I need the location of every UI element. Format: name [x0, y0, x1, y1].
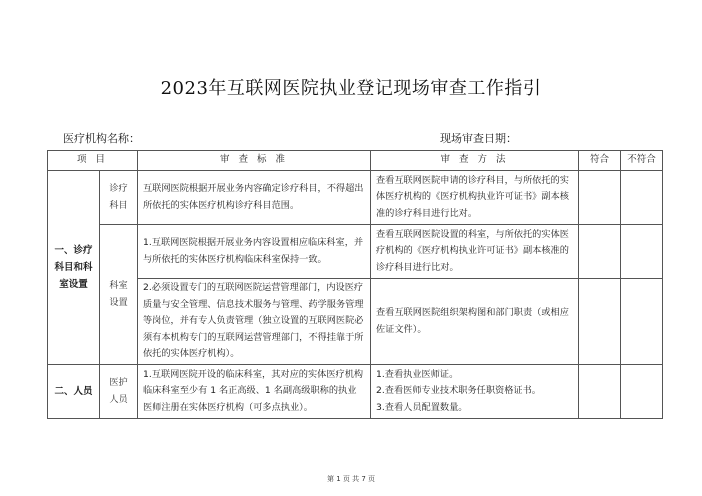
table-row: [48, 171, 663, 225]
header-item: 项 目: [48, 151, 138, 171]
page-footer: 第 1 页 共 7 页: [326, 475, 376, 483]
category-cell: 二、人员: [48, 365, 100, 419]
category-cell: 一、诊疗科目和科室设置: [48, 171, 100, 365]
standard-cell: 2.必须设置专门的互联网医院运营管理部门，内设医疗质量与安全管理、信息技术服务与管理、药学服务管理等岗位，并有专人负责管理（独立设置的互联网医院必须有本机构专门的互联网运营管理部门，不得挂靠于所依托的实体医疗机构）。: [138, 279, 371, 365]
compliant-checkbox-cell[interactable]: [579, 365, 621, 419]
subcategory-cell: 诊疗科目: [100, 171, 138, 225]
table-header-row: [48, 151, 663, 171]
noncompliant-checkbox-cell[interactable]: [621, 225, 663, 279]
header-method: 审 查 方 法: [371, 151, 579, 171]
header-compliant: 符合: [579, 151, 621, 171]
header-standard: 审 查 标 准: [138, 151, 371, 171]
noncompliant-checkbox-cell[interactable]: [621, 171, 663, 225]
table-row: [48, 225, 663, 279]
table-row: [48, 365, 663, 419]
inspection-date-label: 现场审查日期：: [440, 132, 517, 145]
subcategory-cell: 医护人员: [100, 365, 138, 419]
compliant-checkbox-cell[interactable]: [579, 225, 621, 279]
method-cell: 查看互联网医院设置的科室，与所依托的实体医疗机构的《医疗机构执业许可证书》副本核准的诊疗科目进行比对。: [371, 225, 579, 279]
header-noncompliant: 不符合: [621, 151, 663, 171]
noncompliant-checkbox-cell[interactable]: [621, 365, 663, 419]
table-row: [48, 279, 663, 365]
review-guide-table: [47, 150, 663, 419]
method-line: 2.查看医师专业技术职务任职资格证书。: [376, 385, 541, 397]
standard-cell: 互联网医院根据开展业务内容确定诊疗科目，不得超出所依托的实体医疗机构诊疗科目范围。: [138, 171, 371, 225]
institution-name-label: 医疗机构名称：: [63, 132, 140, 145]
method-cell: 查看互联网医院组织架构图和部门职责（或相应佐证文件）。: [371, 279, 579, 365]
document-title: 2023年互联网医院执业登记现场审查工作指引: [160, 78, 542, 99]
standard-cell: 1.互联网医院开设的临床科室，其对应的实体医疗机构临床科室至少有 1 名正高级、1 名副高级职称的执业医师注册在实体医疗机构（可多点执业）。: [138, 365, 371, 419]
compliant-checkbox-cell[interactable]: [579, 171, 621, 225]
method-cell: [371, 365, 579, 419]
compliant-checkbox-cell[interactable]: [579, 279, 621, 365]
subcategory-cell: 科室设置: [100, 225, 138, 365]
method-cell: 查看互联网医院申请的诊疗科目，与所依托的实体医疗机构的《医疗机构执业许可证书》副本核准的诊疗科目进行比对。: [371, 171, 579, 225]
method-line: 1.查看执业医师证。: [376, 368, 459, 380]
noncompliant-checkbox-cell[interactable]: [621, 279, 663, 365]
standard-cell: 1.互联网医院根据开展业务内容设置相应临床科室，并与所依托的实体医疗机构临床科室保持一致。: [138, 225, 371, 279]
method-line: 3.查看人员配置数量。: [376, 401, 468, 413]
